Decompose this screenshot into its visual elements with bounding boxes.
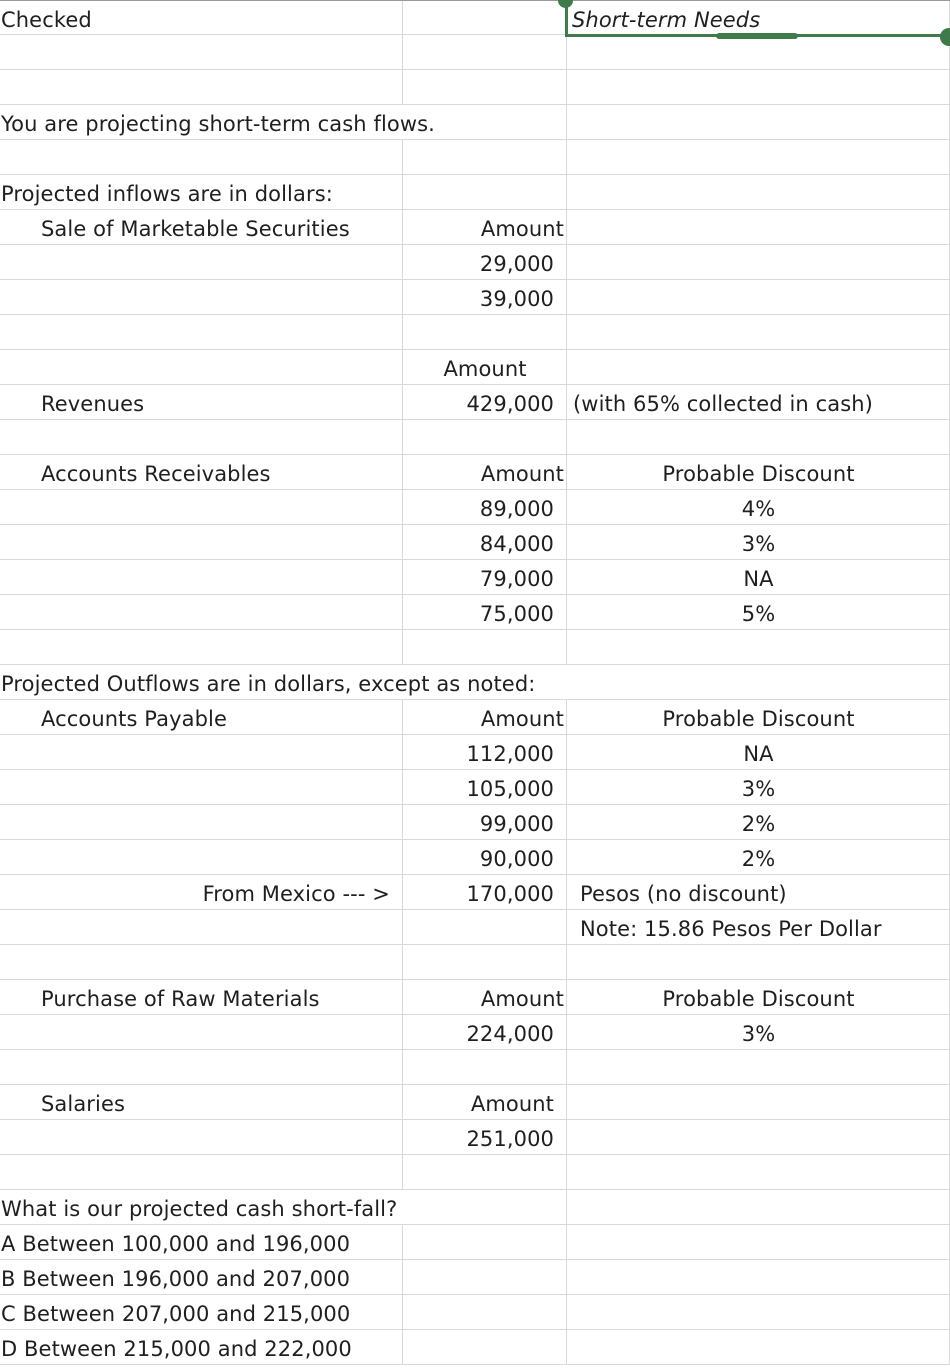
cell-b23-text: 105,000 [466,777,554,801]
row-12 [0,385,950,420]
cell-a16[interactable] [0,525,403,559]
cell-c24-text: 2% [741,812,776,836]
cell-b21-text: Amount [480,707,564,731]
cell-c6[interactable] [567,175,950,209]
cell-a34[interactable] [0,1155,403,1189]
cell-c12-text: (with 65% collected in cash) [573,392,873,416]
row-10 [0,315,950,350]
cell-b6[interactable] [403,175,567,209]
cell-a11[interactable] [0,350,403,384]
cell-b13[interactable] [403,420,567,454]
row-35 [0,1190,950,1225]
row-38 [0,1295,950,1330]
cell-c37[interactable] [567,1260,950,1294]
cell-a15[interactable] [0,490,403,524]
cell-c28[interactable] [567,945,950,979]
cell-c29-text: Probable Discount [662,987,855,1011]
row-3 [0,70,950,105]
cell-b30-text: 224,000 [466,1022,554,1046]
cell-c22-text: NA [743,742,774,766]
cell-a8[interactable] [0,245,403,279]
row-21 [0,700,950,735]
row-26 [0,875,950,910]
cell-c18-text: 5% [741,602,776,626]
cell-c34[interactable] [567,1155,950,1189]
row-7 [0,210,950,245]
row-27 [0,910,950,945]
row-18 [0,595,950,630]
cell-b39[interactable] [403,1330,567,1364]
cell-c15-text: 4% [741,497,776,521]
cell-a6-text: Projected inflows are in dollars: [1,182,333,206]
cell-c30-text: 3% [741,1022,776,1046]
cell-a20-text: Projected Outflows are in dollars, except as noted: [1,672,536,696]
cell-c39[interactable] [567,1330,950,1364]
row-16 [0,525,950,560]
row-24 [0,805,950,840]
cell-a33[interactable] [0,1120,403,1154]
cell-a29-text: Purchase of Raw Materials [41,987,320,1011]
cell-a13[interactable] [0,420,403,454]
cell-b19[interactable] [403,630,567,664]
cell-c11[interactable] [567,350,950,384]
row-13 [0,420,950,455]
cell-b7-text: Amount [480,217,564,241]
cell-c3[interactable] [567,70,950,104]
cell-c8[interactable] [567,245,950,279]
row-29 [0,980,950,1015]
cell-a19[interactable] [0,630,403,664]
cell-b24-text: 99,000 [479,812,554,836]
cell-a39-text: D Between 215,000 and 222,000 [1,1337,352,1361]
cell-c13[interactable] [567,420,950,454]
cell-a26-text: From Mexico --- > [202,882,390,906]
cell-c31[interactable] [567,1050,950,1084]
cell-b2[interactable] [403,35,567,69]
row-15 [0,490,950,525]
cell-a9[interactable] [0,280,403,314]
row-25 [0,840,950,875]
cell-b18-text: 75,000 [479,602,554,626]
row-32 [0,1085,950,1120]
row-17 [0,560,950,595]
row-28 [0,945,950,980]
cell-c38[interactable] [567,1295,950,1329]
cell-a28[interactable] [0,945,403,979]
selected-cell-border[interactable] [565,0,949,37]
selection-handle-bar[interactable] [716,33,798,39]
row-6 [0,175,950,210]
cell-a36-text: A Between 100,000 and 196,000 [1,1232,351,1256]
cell-b28[interactable] [403,945,567,979]
cell-a3[interactable] [0,70,403,104]
cell-b35[interactable] [403,1190,567,1224]
cell-a27[interactable] [0,910,403,944]
cell-b22-text: 112,000 [466,742,554,766]
row-4 [0,105,950,140]
cell-a30[interactable] [0,1015,403,1049]
cell-a1-text: Checked [1,8,92,32]
cell-b31[interactable] [403,1050,567,1084]
cell-b38[interactable] [403,1295,567,1329]
row-2 [0,35,950,70]
cell-c14-text: Probable Discount [662,462,855,486]
cell-b8-text: 29,000 [479,252,554,276]
cell-a35-text: What is our projected cash short-fall? [1,1197,398,1221]
cell-c27-text: Note: 15.86 Pesos Per Dollar [580,917,882,941]
cell-c1-text: Short-term Needs [572,8,761,32]
cell-c35[interactable] [567,1190,950,1224]
row-8 [0,245,950,280]
cell-c19[interactable] [567,630,950,664]
row-33 [0,1120,950,1155]
cell-c10[interactable] [567,315,950,349]
cell-a7-text: Sale of Marketable Securities [41,217,350,241]
cell-b34[interactable] [403,1155,567,1189]
cell-c21-text: Probable Discount [662,707,855,731]
cell-b5[interactable] [403,140,567,174]
cell-a17[interactable] [0,560,403,594]
cell-a2[interactable] [0,35,403,69]
cell-a4-text: You are projecting short-term cash flows. [1,112,435,136]
cell-a22[interactable] [0,735,403,769]
cell-b3[interactable] [403,70,567,104]
cell-c4[interactable] [567,105,950,139]
cell-c16-text: 3% [741,532,776,556]
row-11 [0,350,950,385]
cell-c9[interactable] [567,280,950,314]
cell-b17-text: 79,000 [479,567,554,591]
cell-b9-text: 39,000 [479,287,554,311]
row-22 [0,735,950,770]
cell-b32-text: Amount [470,1092,554,1116]
cell-c5[interactable] [567,140,950,174]
row-37 [0,1260,950,1295]
cell-a25[interactable] [0,840,403,874]
cell-b36[interactable] [403,1225,567,1259]
cell-b26-text: 170,000 [466,882,554,906]
cell-b14-text: Amount [480,462,564,486]
cell-b25-text: 90,000 [479,847,554,871]
cell-b16-text: 84,000 [479,532,554,556]
cell-a10[interactable] [0,315,403,349]
cell-b11-text: Amount [443,357,527,381]
cell-a38-text: C Between 207,000 and 215,000 [1,1302,351,1326]
cell-a24[interactable] [0,805,403,839]
cell-c17-text: NA [743,567,774,591]
cell-a21-text: Accounts Payable [41,707,227,731]
cell-c20[interactable] [567,665,950,699]
row-36 [0,1225,950,1260]
row-39 [0,1330,950,1365]
cell-b10[interactable] [403,315,567,349]
cell-c36[interactable] [567,1225,950,1259]
cell-b1[interactable] [403,1,567,35]
cell-c26-text: Pesos (no discount) [580,882,787,906]
row-23 [0,770,950,805]
row-34 [0,1155,950,1190]
row-9 [0,280,950,315]
cell-a5[interactable] [0,140,403,174]
cell-c2[interactable] [567,35,950,69]
row-19 [0,630,950,665]
cell-b27[interactable] [403,910,567,944]
cell-b15-text: 89,000 [479,497,554,521]
cell-c32[interactable] [567,1085,950,1119]
cell-c7[interactable] [567,210,950,244]
cell-a18[interactable] [0,595,403,629]
cell-c23-text: 3% [741,777,776,801]
cell-c25-text: 2% [741,847,776,871]
cell-a12-text: Revenues [41,392,145,416]
cell-a31[interactable] [0,1050,403,1084]
cell-b29-text: Amount [480,987,564,1011]
cell-a32-text: Salaries [41,1092,126,1116]
cell-a23[interactable] [0,770,403,804]
row-5 [0,140,950,175]
row-30 [0,1015,950,1050]
cell-b33-text: 251,000 [466,1127,554,1151]
row-31 [0,1050,950,1085]
cell-c33[interactable] [567,1120,950,1154]
row-20 [0,665,950,700]
cell-a14-text: Accounts Receivables [41,462,271,486]
row-14 [0,455,950,490]
cell-a37-text: B Between 196,000 and 207,000 [1,1267,351,1291]
cell-b12-text: 429,000 [466,392,554,416]
cell-b37[interactable] [403,1260,567,1294]
